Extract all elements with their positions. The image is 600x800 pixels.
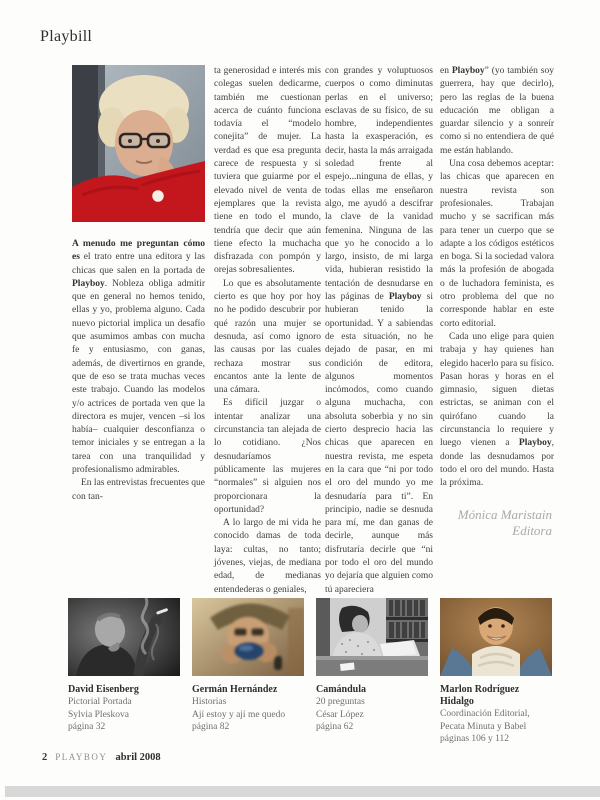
contributor-photo-david-eisenberg [68, 598, 180, 676]
editorial-article [72, 65, 557, 597]
issue-date: abril 2008 [115, 752, 161, 763]
contributor-credit: César López [316, 709, 364, 720]
article-paragraph: Es difícil juzgar o intentar analizar una circunstancia tan alejada de lo cotidiano. ¿Nos desnudaríamos públicamente las mujeres “normales” si alguien nos proporcionara la oportunidad? [214, 398, 321, 515]
article-paragraph: Cada uno elige para quien trabaja y hay quienes han elegido hacerlo para su físico. Pasan horas y horas en el gimnasio, siguen dietas estrictas, se animan con el quirófano cuando la circunstancia lo requiere y luego vienen a Playboy, donde las desnudamos por todo el oro del mundo. Hasta la próxima. [440, 331, 554, 489]
contributors-row [68, 598, 552, 746]
contributor-photo-german-hernandez [192, 598, 304, 676]
article-column-4 [440, 65, 554, 539]
page-number: 2 [42, 752, 48, 763]
contributor-photo-camandula [316, 598, 428, 676]
page-title: Playbill [40, 28, 93, 45]
article-paragraph: A lo largo de mi vida he conocido damas de toda laya: cultas, no tanto; jóvenes, viejas, de mediana edad, de medianas entendederas o geniales, [214, 518, 321, 595]
contributor-credit: 20 preguntas [316, 697, 365, 707]
article-paragraph: Una cosa debemos aceptar: las chicas que aparecen en nuestra revista son profesionales. Trabajan mucho y se sacrifican más para tener un cuerpo que se adapte a los códigos estéticos en boga. Si la sociedad valora más la profesión de abogada o de luchadora feminista, es otro problema del que no corresponde hablar en este corto editorial. [440, 159, 554, 329]
contributor-name: Camándula [316, 684, 367, 695]
contributor-card [440, 598, 552, 746]
article-text-column-1 [72, 238, 205, 504]
article-paragraph: ta generosidad e interés mis colegas suelen dedicarme, también me cuestionan acerca de cuánto funciona todavía el “modelo conejita” de mujer. La verdad es que esa pregunta carece de respuesta y si tuviera que guiarme por el elevado nivel de venta de ejemplares que la revista tiene en todo el mundo, tendría que decir que aún tiene efecto la muchacha disfrazada con pompón y orejas sobresalientes. [214, 66, 321, 276]
signature-name: Mónica Maristain [457, 506, 552, 522]
editor-photo [72, 65, 205, 222]
article-paragraph: A menudo me preguntan cómo es el trato entre una editora y las chicas que salen en la portada de Playboy. Nobleza obliga admitir que en general no hemos tenido, ellas y yo, problema alguno. Cada nuevo pictorial implica un desafío que asumimos ambas con mucha fe y entusiasmo, con ganas, además, de divertirnos en grande, que de eso se trata muchas veces este trabajo. Cuando las modelos y/o actrices de portada ven que la directora es mujer, vencen –si los había– cualquier desconfianza o temor iniciales y se entregan a la tarea con una tranquilidad y profesionalismo admirables. [72, 239, 205, 476]
contributor-card [316, 598, 428, 746]
contributor-page: páginas 106 y 112 [440, 734, 510, 744]
contributor-name: Germán Hernández [192, 684, 278, 695]
article-paragraph: en Playboy” (yo también soy guerrera, hay que decirlo), pero las reglas de la buena educación me obligan a guardar silencio y a sonreír como si no entendiera de qué me están hablando. [440, 66, 554, 156]
contributor-credit: Coordinación Editorial, [440, 709, 530, 719]
article-text-column-4 [440, 65, 554, 491]
contributor-credit: Sylvia Pleskova [68, 709, 129, 720]
contributor-credit: Ají estoy y ají me quedo [192, 709, 286, 720]
contributor-page: página 32 [68, 722, 106, 732]
contributor-credit: Pictorial Portada [68, 697, 132, 707]
contributor-credit: Pecata Minuta y Babel [440, 721, 527, 732]
contributor-name: Marlon Rodríguez Hidalgo [440, 684, 520, 707]
signature-role: Editora [512, 522, 552, 538]
contributor-credit: Historias [192, 697, 227, 707]
magazine-name: PLAYBOY [55, 752, 108, 762]
article-text-column-3 [325, 65, 433, 597]
article-paragraph: Lo que es absolutamente cierto es que hoy por hoy no he podido descubrir por qué razón una mujer se desnuda, así como ignoro las causas por las cuales rechaza mostrar sus encantos ante la lente de una cámara. [214, 278, 321, 396]
contributor-card [192, 598, 304, 746]
page-footer [42, 752, 161, 763]
bottom-bar [5, 786, 600, 797]
contributor-card [68, 598, 180, 746]
article-text-column-2 [214, 65, 321, 597]
article-column-3 [325, 65, 433, 597]
contributor-photo-marlon-rodriguez [440, 598, 552, 676]
contributor-page: página 62 [316, 722, 354, 732]
contributor-name: David Eisenberg [68, 684, 139, 695]
article-paragraph: con grandes y voluptuosos cuerpos o como diminutas perlas en el universo; esclavas de su físico, de su hombre, independientes hasta la exasperación, es decir, hasta la más arraigada soledad frente al espejo...ninguna de ellas, y todas ellas me enseñaron algo, me ayudó a descifrar la clave de la vanidad femenina. Ninguna de las que yo he conocido a lo largo, insisto, de mi larga vida, hubieran resistido la tentación de desnudarse en las páginas de Playboy si hubieran tenido la oportunidad. Y a sabiendas de esta situación, no he dejado de pasar, en mi condición de editora, algunos momentos incómodos, como cuando alguna muchacha, con absoluta soberbia y no sin cierto desprecio hacia las chicas que aparecen en nuestra revista, me espeta en la cara que “ni por todo el oro del mundo yo me desnudaría para ti”. En principio, nadie se desnuda para mí, me dan ganas de decirle, aunque más disfrutaría decirle que “ni por todo el oro del mundo yo dejaría que alguien como tú apareciera [325, 66, 433, 595]
article-column-1 [72, 65, 205, 504]
article-column-2 [214, 65, 321, 597]
contributor-page: página 82 [192, 722, 230, 732]
article-paragraph: En las entrevistas frecuentes que con tan- [72, 478, 205, 502]
editor-signature [440, 507, 554, 539]
